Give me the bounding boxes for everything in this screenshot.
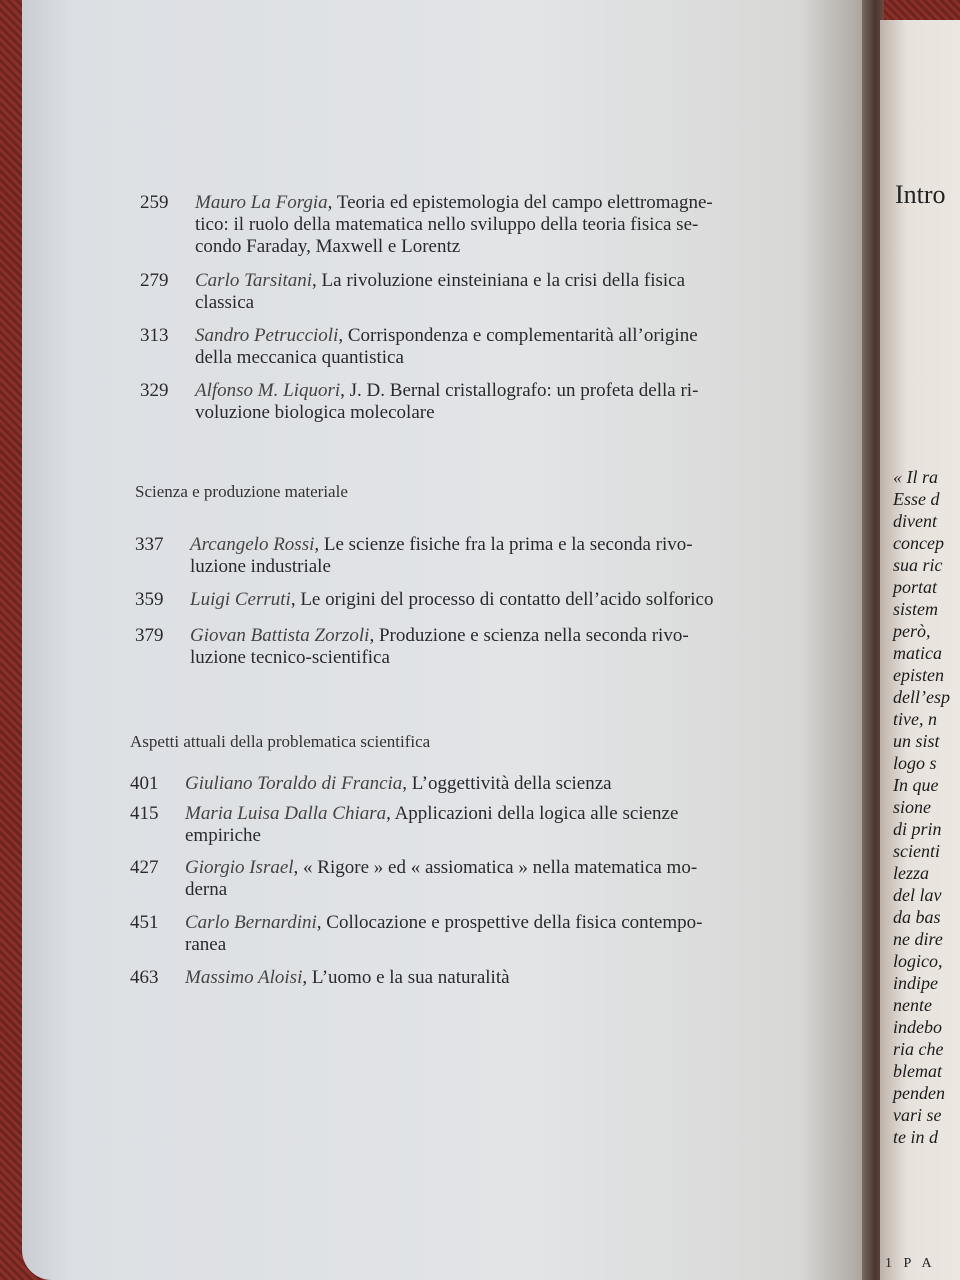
page-number: 463 <box>130 967 159 988</box>
author: Mauro La Forgia <box>195 192 328 213</box>
title-line: Le origini del processo di contatto dell’acido solforico <box>300 589 714 610</box>
author: Carlo Bernardini <box>185 912 317 933</box>
entry-text: Carlo Bernardini, Collocazione e prospettive della fisica contempo- ranea <box>185 912 703 955</box>
text-line: però, <box>893 621 935 641</box>
text-line: del lav <box>893 885 942 905</box>
section-heading: Aspetti attuali della problematica scientifica <box>130 732 431 751</box>
text-line: logico, <box>893 951 943 971</box>
title-line: Produzione e scienza nella seconda rivo- <box>378 625 689 646</box>
text-line: In que <box>893 775 939 795</box>
text-line: blemat <box>893 1061 942 1081</box>
text-line: di prin <box>893 819 942 839</box>
author: Giuliano Toraldo di Francia <box>185 773 403 794</box>
text-line: nente <box>893 995 937 1015</box>
text-line: ria che <box>893 1039 944 1059</box>
text-line: « Il ra <box>893 467 938 487</box>
title-line: luzione tecnico-scientifica <box>190 647 390 668</box>
title-line: L’uomo e la sua naturalità <box>311 967 510 988</box>
text-line: sistem <box>893 599 938 619</box>
page-number: 415 <box>130 803 159 824</box>
text-line: un sist <box>893 731 940 751</box>
text-line: te in d <box>893 1127 938 1147</box>
text-line: tive, n <box>893 709 937 729</box>
entry-text: Luigi Cerruti, Le origini del processo di contatto dell’acido solforico <box>190 589 714 610</box>
entry-text: Carlo Tarsitani, La rivoluzione einsteiniana e la crisi della fisica classica <box>195 270 686 313</box>
text-line: sua ric <box>893 555 943 575</box>
title-line: voluzione biologica molecolare <box>195 402 435 423</box>
author: Giovan Battista Zorzoli <box>190 625 370 646</box>
entry-text: Giorgio Israel, « Rigore » ed « assiomatica » nella matematica mo- derna <box>185 857 698 900</box>
title-line: Corrispondenza e complementarità all’origine <box>347 325 698 346</box>
page-number: 451 <box>130 912 159 933</box>
text-line: divent <box>893 511 937 531</box>
author: Carlo Tarsitani <box>195 270 313 291</box>
text-line: da bas <box>893 907 941 927</box>
text-line: concep <box>893 533 944 553</box>
title-line: derna <box>185 879 228 900</box>
author: Alfonso M. Liquori <box>195 380 341 401</box>
entry-text: Giuliano Toraldo di Francia, L’oggettività della scienza <box>185 773 612 794</box>
title-line: L’oggettività della scienza <box>411 773 612 794</box>
entry-text: Mauro La Forgia, Teoria ed epistemologia del campo elettromagne- tico: il ruolo della matematica nello sviluppo della teoria fisica se- condo Faraday, Maxwell e Lorentz <box>195 192 713 257</box>
entry-text: Alfonso M. Liquori, J. D. Bernal cristallografo: un profeta della ri- voluzione biologica molecolare <box>195 380 699 423</box>
title-line: della meccanica quantistica <box>195 347 404 368</box>
text-line: sione <box>893 797 936 817</box>
entry-text: Maria Luisa Dalla Chiara, Applicazioni della logica alle scienze empiriche <box>185 803 679 846</box>
author: Sandro Petruccioli <box>195 325 339 346</box>
entry-text: Arcangelo Rossi, Le scienze fisiche fra la prima e la seconda rivo- luzione industriale <box>190 534 693 577</box>
entry-text: Giovan Battista Zorzoli, Produzione e scienza nella seconda rivo- luzione tecnico-scientifica <box>190 625 689 668</box>
text-line: portat <box>893 577 938 597</box>
title-line: classica <box>195 292 255 313</box>
page-number: 337 <box>135 534 164 555</box>
title-line: ranea <box>185 934 227 955</box>
right-page-footer: 1 P A <box>885 1256 936 1271</box>
page-number: 279 <box>140 270 169 291</box>
author: Arcangelo Rossi <box>190 534 315 555</box>
text-line: ne dire <box>893 929 943 949</box>
right-page-title: Intro <box>895 180 946 209</box>
text-line: vari se <box>893 1105 942 1125</box>
page-number: 259 <box>140 192 169 213</box>
text-line: penden <box>893 1083 945 1103</box>
entry-text: Massimo Aloisi, L’uomo e la sua naturalità <box>185 967 510 988</box>
page-number: 359 <box>135 589 164 610</box>
title-line: Applicazioni della logica alle scienze <box>394 803 679 824</box>
text-line: scienti <box>893 841 940 861</box>
title-line: luzione industriale <box>190 556 331 577</box>
title-line: La rivoluzione einsteiniana e la crisi della fisica <box>321 270 686 291</box>
title-line: Le scienze fisiche fra la prima e la seconda rivo- <box>323 534 693 555</box>
text-line: lezza <box>893 863 934 883</box>
title-line: Teoria ed epistemologia del campo elettromagne- <box>336 192 713 213</box>
author: Maria Luisa Dalla Chiara <box>185 803 387 824</box>
text-line: indipe <box>893 973 938 993</box>
page-number: 427 <box>130 857 159 878</box>
title-line: Collocazione e prospettive della fisica contempo- <box>326 912 703 933</box>
page-number: 379 <box>135 625 164 646</box>
title-line: tico: il ruolo della matematica nello sviluppo della teoria fisica se- <box>195 214 699 235</box>
title-line: empiriche <box>185 825 261 846</box>
section-heading: Scienza e produzione materiale <box>135 482 348 501</box>
title-line: J. D. Bernal cristallografo: un profeta della ri- <box>349 380 699 401</box>
page-number: 401 <box>130 773 159 794</box>
text-line: indebo <box>893 1017 942 1037</box>
title-line: « Rigore » ed « assiomatica » nella matematica mo- <box>303 857 698 878</box>
page-number: 313 <box>140 325 169 346</box>
author: Luigi Cerruti <box>190 589 291 610</box>
author: Giorgio Israel <box>185 857 294 878</box>
text-line: matica <box>893 643 942 663</box>
title-line: condo Faraday, Maxwell e Lorentz <box>195 236 461 257</box>
right-page-text <box>893 466 950 1148</box>
page-number: 329 <box>140 380 169 401</box>
text-line: dell’esp <box>893 687 950 707</box>
entry-text: Sandro Petruccioli, Corrispondenza e complementarità all’origine della meccanica quantistica <box>195 325 698 368</box>
author: Massimo Aloisi <box>185 967 303 988</box>
text-line: Esse d <box>893 489 940 509</box>
text-line: logo s <box>893 753 937 773</box>
text-line: episten <box>893 665 944 685</box>
